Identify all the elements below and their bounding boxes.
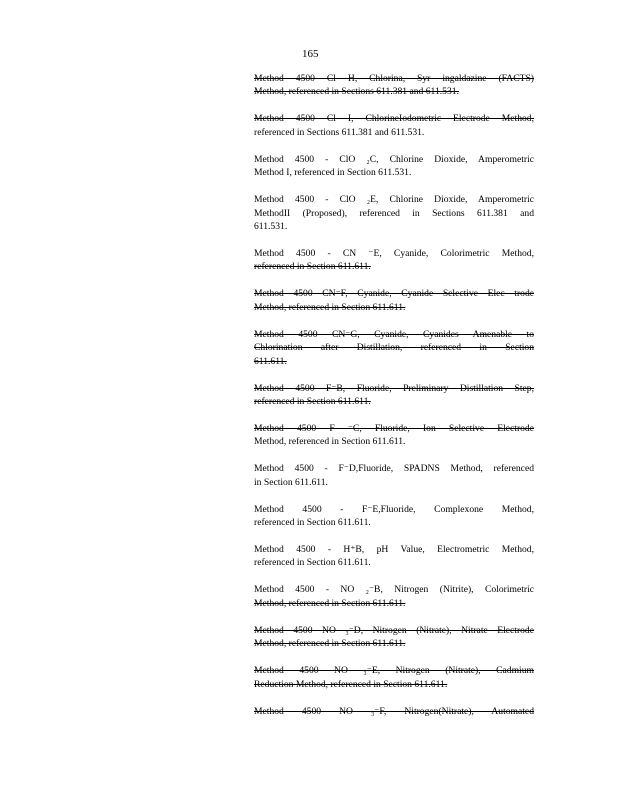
- text-line: Method 4500 - F⁻D,Fluoride, SPADNS Method, referenced: [254, 463, 534, 475]
- text-line: Method 4500 - ClO ₂E, Chlorine Dioxide, Amperometric: [254, 194, 534, 206]
- struck-text-line: Method 4500 F ⁻C, Fluoride, Ion Selective Electrode: [254, 422, 534, 434]
- method-entry: [254, 664, 534, 691]
- text-line: referenced in Section 611.611.: [254, 517, 371, 529]
- struck-text-line: referenced in Section 611.611.: [254, 395, 371, 407]
- text-line: 611.531.: [254, 220, 288, 232]
- method-entry: [254, 328, 534, 368]
- text-line: referenced in Section 611.611.: [254, 557, 371, 569]
- text-line: Method 4500 - ClO ₂C, Chlorine Dioxide, Amperometric: [254, 153, 534, 165]
- text-line: Method 4500 - H⁺B, pH Value, Electrometric Method,: [254, 544, 534, 556]
- method-entry: [254, 72, 534, 99]
- struck-text-line: Method 4500 Cl I, ChlorineIodometric Electrode Method,: [254, 113, 534, 125]
- struck-text-line: Method, referenced in Section 611.611.: [254, 638, 406, 650]
- method-list: [254, 72, 534, 732]
- text-line: referenced in Sections 611.381 and 611.531.: [254, 126, 425, 138]
- struck-text-line: Method, referenced in Section 611.611.: [254, 597, 406, 609]
- struck-text-line: Method 4500 CN⁻G, Cyanide, Cyanides Amenable to: [254, 328, 534, 340]
- method-entry: [254, 543, 534, 570]
- text-line: MethodII (Proposed), referenced in Sections 611.381 and: [254, 207, 534, 219]
- struck-text-line: Method 4500 Cl H, Chlorina, Syr ingaldazine (FACTS): [254, 73, 534, 84]
- struck-text-line: Reduction Method, referenced in Section 611.611.: [254, 678, 448, 690]
- method-entry: [254, 624, 534, 651]
- method-entry: [254, 287, 534, 314]
- method-entry: [254, 462, 534, 489]
- method-entry: [254, 193, 534, 233]
- method-entry: [254, 705, 534, 718]
- struck-text-line: Method 4500 CN⁻F, Cyanide, Cyanide Selective Elec trode: [254, 288, 534, 300]
- struck-text-line: Method 4500 NO ₃⁻E, Nitrogen (Nitrate), Cadmium: [254, 665, 534, 677]
- struck-text-line: Method, referenced in Section 611.611.: [254, 301, 406, 313]
- struck-text-line: Method, referenced in Sections 611.381 and 611.531.: [254, 86, 459, 98]
- text-line: Method, referenced in Section 611.611.: [254, 436, 406, 448]
- text-line: Method I, referenced in Section 611.531.: [254, 167, 412, 179]
- method-entry: [254, 583, 534, 610]
- method-entry: [254, 247, 534, 274]
- struck-text-line: referenced in Section 611.611.: [254, 261, 371, 273]
- struck-text-line: 611.611.: [254, 355, 287, 367]
- method-entry: [254, 153, 534, 180]
- text-line: Method 4500 - NO ₂⁻B, Nitrogen (Nitrite), Colorimetric: [254, 584, 534, 596]
- method-entry: [254, 422, 534, 449]
- struck-text-line: Method 4500 NO ₃⁻D, Nitrogen (Nitrate), Nitrate Electrode: [254, 624, 534, 636]
- text-line: Method 4500 - CN ⁻E, Cyanide, Colorimetric Method,: [254, 247, 534, 259]
- text-line: Method 4500 - F⁻E,Fluoride, Complexone Method,: [254, 503, 534, 515]
- method-entry: [254, 382, 534, 409]
- struck-text-line: Chlorination after Distillation, referenced in Section: [254, 342, 534, 354]
- text-line: in Section 611.611.: [254, 476, 328, 488]
- method-entry: [254, 503, 534, 530]
- page-number: 165: [302, 48, 319, 60]
- struck-text-line: Method 4500 NO ₃⁻F, Nitrogen(Nitrate), Automated: [254, 705, 534, 717]
- method-entry: [254, 112, 534, 139]
- struck-text-line: Method 4500 F⁻B, Fluoride, Preliminary Distillation Step,: [254, 382, 534, 394]
